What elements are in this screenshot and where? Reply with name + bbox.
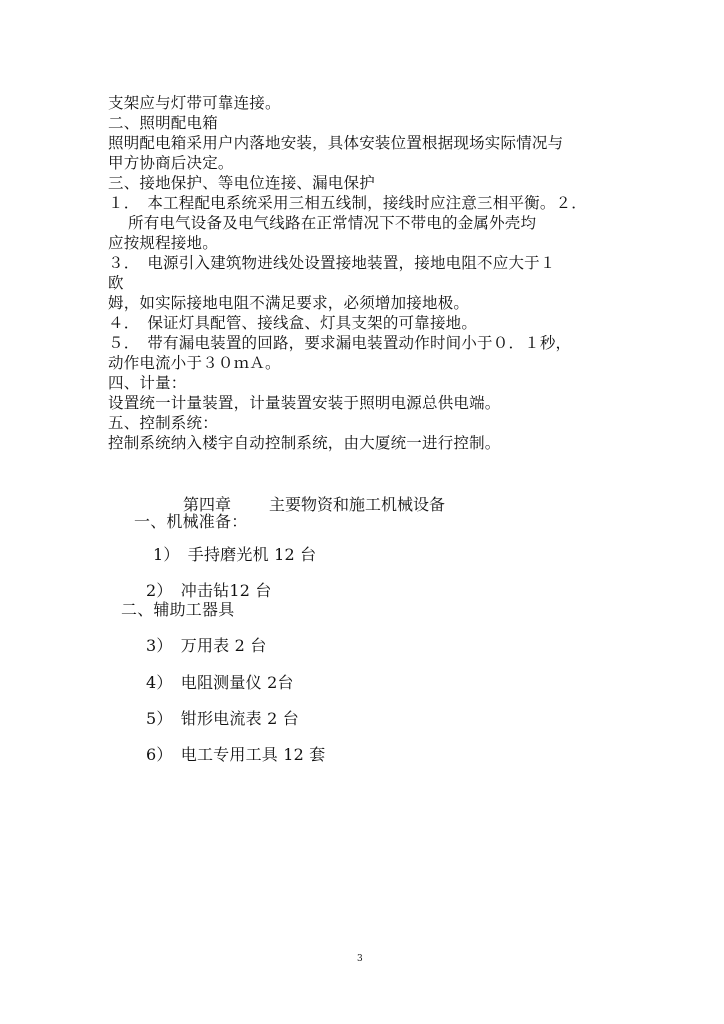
text-line: ３． 电源引入建筑物进线处设置接地装置，接地电阻不应大于１ xyxy=(108,254,556,272)
text-line: 动作电流小于３０ｍＡ。 xyxy=(108,354,281,372)
section-heading-control: 五、控制系统： xyxy=(108,414,218,432)
subsection-heading-machinery: 一、机械准备： xyxy=(134,512,248,531)
page-number: 3 xyxy=(357,954,363,964)
subsection-heading-tools: 二、辅助工器具 xyxy=(121,600,235,619)
text-line: 甲方协商后决定。 xyxy=(108,154,234,172)
list-item: 2） 冲击钻12 台 xyxy=(146,581,272,600)
list-item: 1） 手持磨光机 12 台 xyxy=(153,545,317,564)
text-line: 所有电气设备及电气线路在正常情况下不带电的金属外壳均 xyxy=(128,214,537,232)
text-line: １． 本工程配电系统采用三相五线制，接线时应注意三相平衡。２． xyxy=(108,194,587,212)
list-item: 5） 钳形电流表 2 台 xyxy=(146,709,299,728)
chapter-title: 主要物资和施工机械设备 xyxy=(269,495,446,514)
text-line: 应按规程接地。 xyxy=(108,234,218,252)
text-line: 设置统一计量装置，计量装置安装于照明电源总供电端。 xyxy=(108,394,501,412)
chapter-number: 第四章 xyxy=(183,495,232,514)
text-line: 控制系统纳入楼宇自动控制系统，由大厦统一进行控制。 xyxy=(108,434,501,452)
list-item: 3） 万用表 2 台 xyxy=(146,636,267,655)
text-line: 欧 xyxy=(108,274,124,292)
text-line: 姆，如实际接地电阻不满足要求，必须增加接地极。 xyxy=(108,294,470,312)
section-heading-metering: 四、计量： xyxy=(108,374,187,392)
section-heading-lighting-panel: 二、照明配电箱 xyxy=(108,114,218,132)
text-line: 支架应与灯带可靠连接。 xyxy=(108,94,281,112)
section-heading-grounding: 三、接地保护、等电位连接、漏电保护 xyxy=(108,174,375,192)
text-line: ５． 带有漏电装置的回路，要求漏电装置动作时间小于０．１秒， xyxy=(108,334,572,352)
list-item: 4） 电阻测量仪 2台 xyxy=(146,673,294,692)
text-line: 照明配电箱采用户内落地安装，具体安装位置根据现场实际情况与 xyxy=(108,134,564,152)
text-line: ４． 保证灯具配管、接线盒、灯具支架的可靠接地。 xyxy=(108,314,478,332)
list-item: 6） 电工专用工具 12 套 xyxy=(146,745,326,764)
